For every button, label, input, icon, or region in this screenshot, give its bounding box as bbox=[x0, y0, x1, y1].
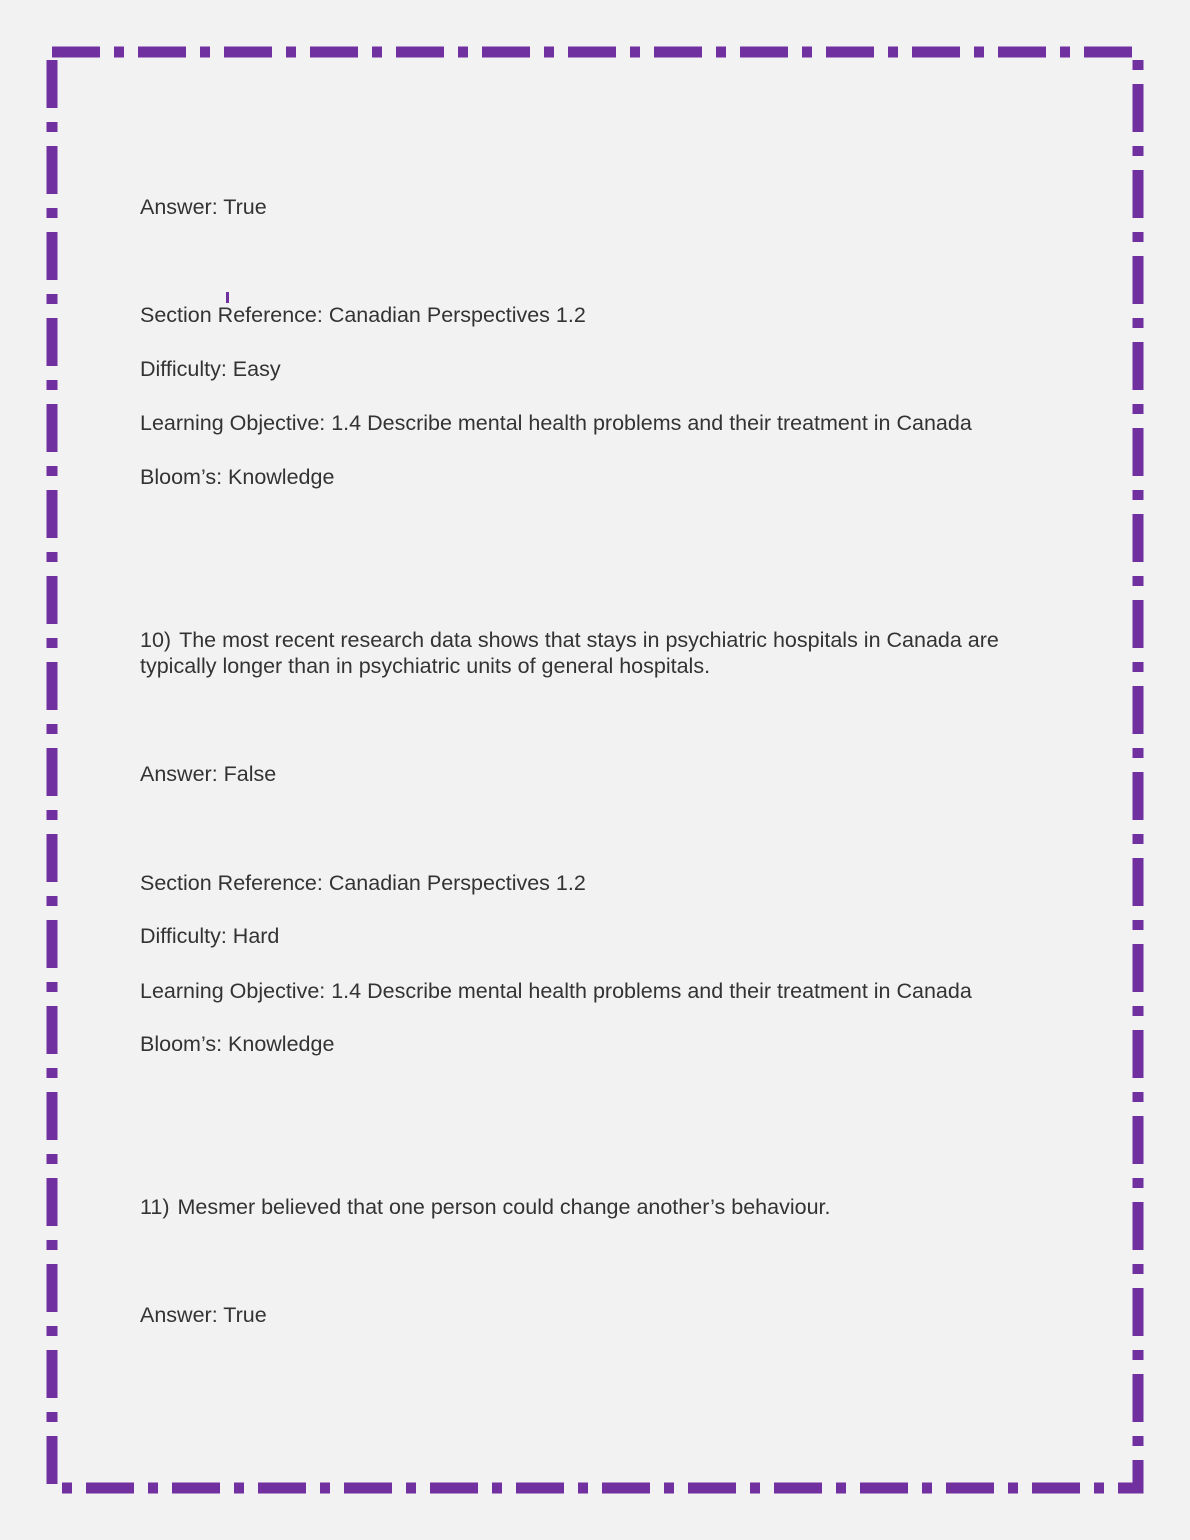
section-reference-line: Section Reference: Canadian Perspectives 1.2 bbox=[140, 303, 586, 327]
answer-line: Answer: True bbox=[140, 195, 267, 219]
question-number: 10) bbox=[140, 628, 172, 652]
difficulty-line: Difficulty: Hard bbox=[140, 924, 280, 948]
question-10 bbox=[140, 627, 1060, 679]
question-text: The most recent research data shows that stays in psychiatric hospitals in Canada are typically longer than in psychiatric units of general hospitals. bbox=[140, 628, 999, 678]
section-reference-line: Section Reference: Canadian Perspectives 1.2 bbox=[140, 871, 586, 895]
answer-line: Answer: False bbox=[140, 762, 277, 786]
blooms-line: Bloom’s: Knowledge bbox=[140, 1032, 335, 1056]
answer-line: Answer: True bbox=[140, 1303, 267, 1327]
learning-objective-line: Learning Objective: 1.4 Describe mental health problems and their treatment in Canada bbox=[140, 411, 972, 435]
blooms-line: Bloom’s: Knowledge bbox=[140, 465, 335, 489]
question-number: 11) bbox=[140, 1195, 170, 1219]
question-11 bbox=[140, 1194, 830, 1220]
learning-objective-line: Learning Objective: 1.4 Describe mental health problems and their treatment in Canada bbox=[140, 979, 972, 1003]
difficulty-line: Difficulty: Easy bbox=[140, 357, 281, 381]
question-text: Mesmer believed that one person could change another’s behaviour. bbox=[177, 1195, 831, 1219]
